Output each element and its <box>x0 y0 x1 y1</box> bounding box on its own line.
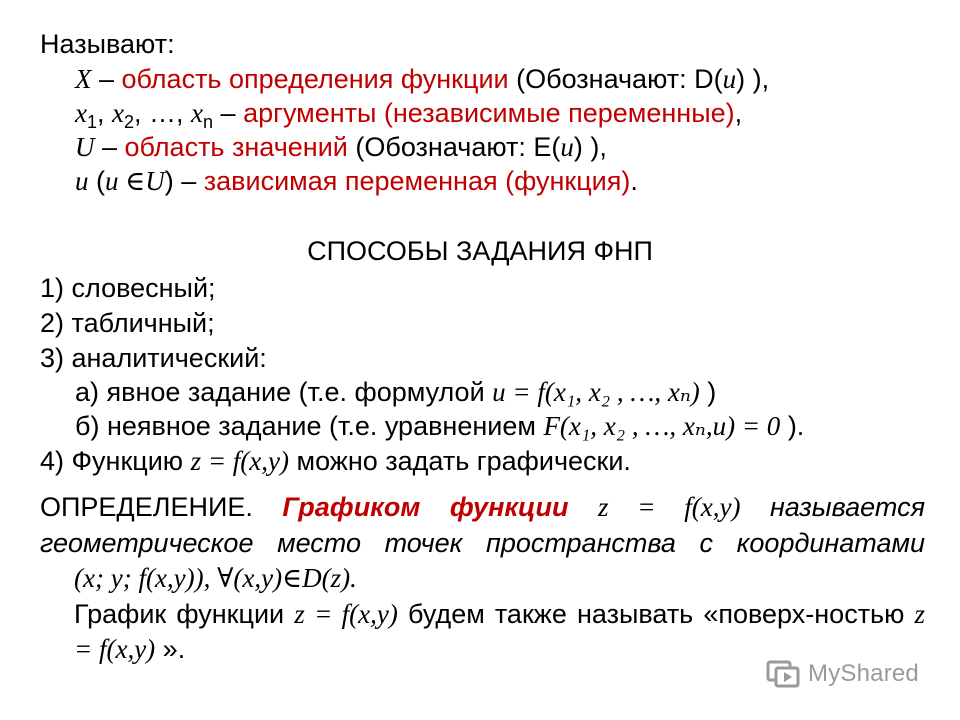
method-graphical: 4) Функцию z = f(x,y) можно задать графически. <box>40 446 631 476</box>
range-term: область значений <box>124 132 348 162</box>
dependent-term: зависимая переменная (функция) <box>203 166 631 196</box>
intro-label: Называют: <box>40 29 175 59</box>
definition-line-1: ОПРЕДЕЛЕНИЕ. Графиком функции z = f(x,y) называется геометрическое место точек пространства с координатами <box>40 492 925 558</box>
intro-line-domain: X – область определения функции (Обозначают: D(u) ), <box>75 64 770 94</box>
definition-text: называется геометрическое место точек пространства с координатами <box>40 492 925 558</box>
method-table: 2) табличный; <box>40 308 215 338</box>
implicit-formula: F(x₁, x₂ , …, xₙ,u) = 0 <box>543 411 781 441</box>
domain-term: область определения функции <box>121 64 509 94</box>
intro-line-arguments: $x_1$, $x_2$, …, $x_n$ – аргументы (независимые переменные), <box>75 98 743 132</box>
section-title: СПОСОБЫ ЗАДАНИЯ ФНП <box>307 236 653 266</box>
explicit-formula: u = f(x₁, x₂ , …, xₙ) <box>492 377 700 407</box>
watermark-text: MyShared <box>808 660 919 687</box>
definition-paragraph-2: График функции z = f(x,y) будем также называть «поверх-ностью z = f(x,y) ». <box>74 598 925 664</box>
intro-line-dependent: u (u ∈U) – зависимая переменная (функция). <box>75 166 638 196</box>
arguments-term: аргументы <box>243 98 377 128</box>
myshared-logo-icon <box>766 659 800 689</box>
method-analytic-explicit: а) явное задание (т.е. формулой u = f(x₁, x₂ , …, xₙ) ) <box>75 377 717 407</box>
definition-block <box>40 490 925 668</box>
intro-line-range: U – область значений (Обозначают: E(u) ), <box>75 132 607 162</box>
watermark <box>766 656 919 692</box>
method-analytic-implicit: б) неявное задание (т.е. уравнением F(x₁, x₂ , …, xₙ,u) = 0 ). <box>75 411 805 441</box>
method-verbal: 1) словесный; <box>40 273 216 303</box>
definition-term: Графиком функции <box>282 492 569 522</box>
method-analytic: 3) аналитический: <box>40 343 267 373</box>
definition-coords: (x; y; f(x,y)), ∀(x,y)∈D(z). <box>74 563 357 593</box>
